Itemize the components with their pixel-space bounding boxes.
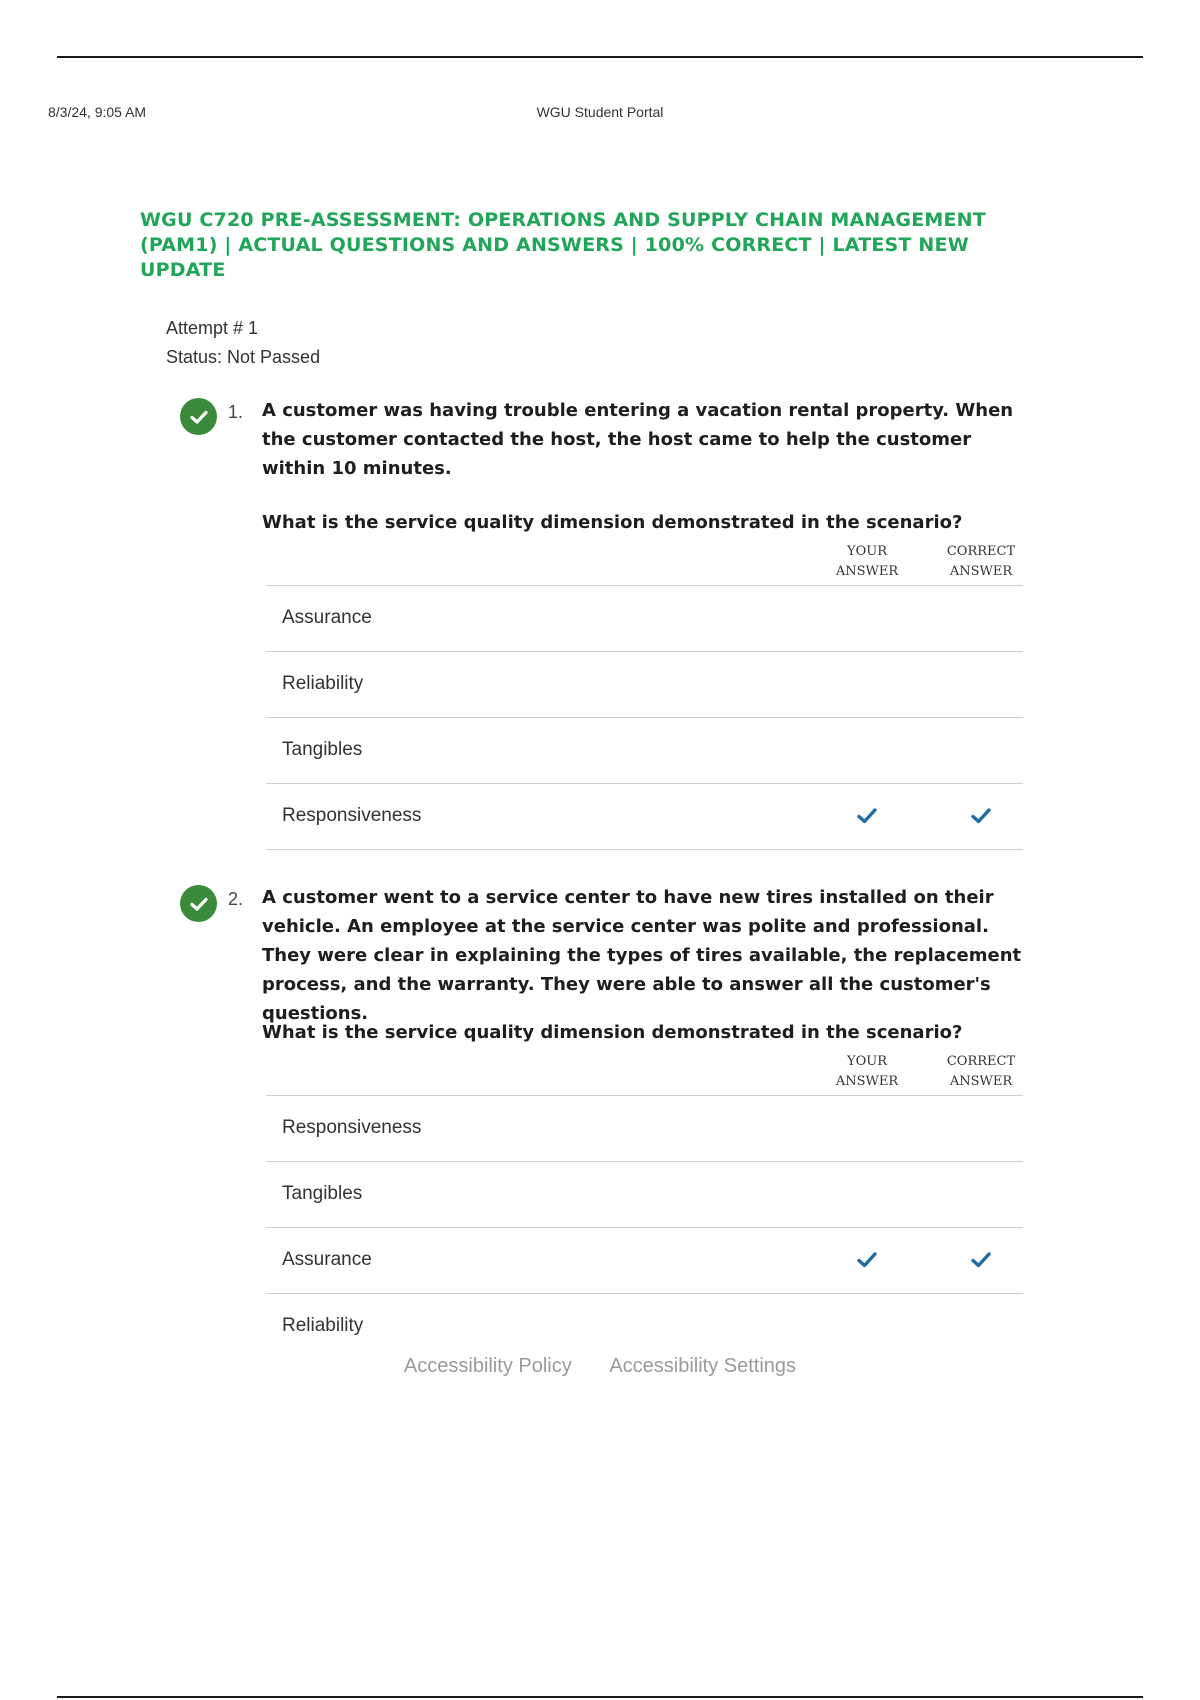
answer-option-label: Assurance <box>282 607 372 628</box>
answer-option-row <box>266 1162 1023 1228</box>
attempt-info <box>166 314 320 372</box>
print-header <box>48 104 1152 124</box>
answer-option-row <box>266 652 1023 718</box>
correct-answer-header-line1: CORRECT <box>946 544 1016 559</box>
page-bottom-rule <box>57 1696 1143 1698</box>
document-title: WGU C720 PRE-ASSESSMENT: OPERATIONS AND SUPPLY CHAIN MANAGEMENT (PAM1) | ACTUAL QUESTIONS AND ANSWERS | 100% CORRECT | LATEST NEW UPDATE <box>140 209 986 281</box>
print-site-name: WGU Student Portal <box>536 104 664 120</box>
answer-option-label: Tangibles <box>282 1183 363 1204</box>
answer-option-label: Tangibles <box>282 739 363 760</box>
answer-option-row <box>266 1096 1023 1162</box>
your-answer-column-header <box>812 1052 922 1092</box>
accessibility-policy-link[interactable]: Accessibility Policy <box>403 1355 572 1377</box>
answer-option-row <box>266 718 1023 784</box>
check-circle-icon <box>180 885 217 922</box>
your-answer-column-header <box>812 542 922 582</box>
attempt-number: Attempt # 1 <box>166 318 259 338</box>
question-text: A customer went to a service center to have new tires installed on their vehicle. An employee at the service center was polite and professional. They were clear in explaining the types of tires available, the replacement process, and the warranty. They were able to answer all the customer's questions. <box>262 887 1022 1024</box>
answer-option-row <box>266 586 1023 652</box>
question-text: A customer was having trouble entering a vacation rental property. When the customer contacted the host, the host came to help the customer within 10 minutes. <box>262 400 1014 479</box>
your-answer-checkmark-icon <box>856 806 878 826</box>
correct-answer-column-header <box>926 1052 1036 1092</box>
your-answer-checkmark-icon <box>856 1250 878 1270</box>
answer-option-label: Reliability <box>282 1315 364 1336</box>
your-answer-header-line1: YOUR <box>847 1054 887 1069</box>
correct-answer-checkmark-icon <box>970 806 992 826</box>
attempt-status: Status: Not Passed <box>166 347 321 367</box>
your-answer-header-line2: ANSWER <box>835 564 899 579</box>
question-prompt: What is the service quality dimension demonstrated in the scenario? <box>262 1022 963 1043</box>
answer-option-label: Assurance <box>282 1249 372 1270</box>
answer-option-label: Responsiveness <box>282 805 422 826</box>
question-number: 2. <box>228 889 244 909</box>
answer-option-label: Reliability <box>282 673 364 694</box>
footer-links <box>0 1355 1200 1378</box>
correct-answer-header-line2: ANSWER <box>949 564 1013 579</box>
correct-answer-header-line1: CORRECT <box>946 1054 1016 1069</box>
check-circle-icon <box>180 398 217 435</box>
answer-option-label: Responsiveness <box>282 1117 422 1138</box>
answer-option-row <box>266 784 1023 850</box>
your-answer-header-line2: ANSWER <box>835 1074 899 1089</box>
correct-answer-column-header <box>926 542 1036 582</box>
answer-option-row <box>266 1228 1023 1294</box>
correct-answer-header-line2: ANSWER <box>949 1074 1013 1089</box>
accessibility-settings-link[interactable]: Accessibility Settings <box>609 1355 797 1377</box>
question-number: 1. <box>228 402 244 422</box>
print-date: 8/3/24, 9:05 AM <box>48 104 147 120</box>
your-answer-header-line1: YOUR <box>847 544 887 559</box>
answer-option-row <box>266 1294 1023 1360</box>
question-prompt: What is the service quality dimension demonstrated in the scenario? <box>262 512 963 533</box>
page-top-rule <box>57 56 1143 58</box>
correct-answer-checkmark-icon <box>970 1250 992 1270</box>
